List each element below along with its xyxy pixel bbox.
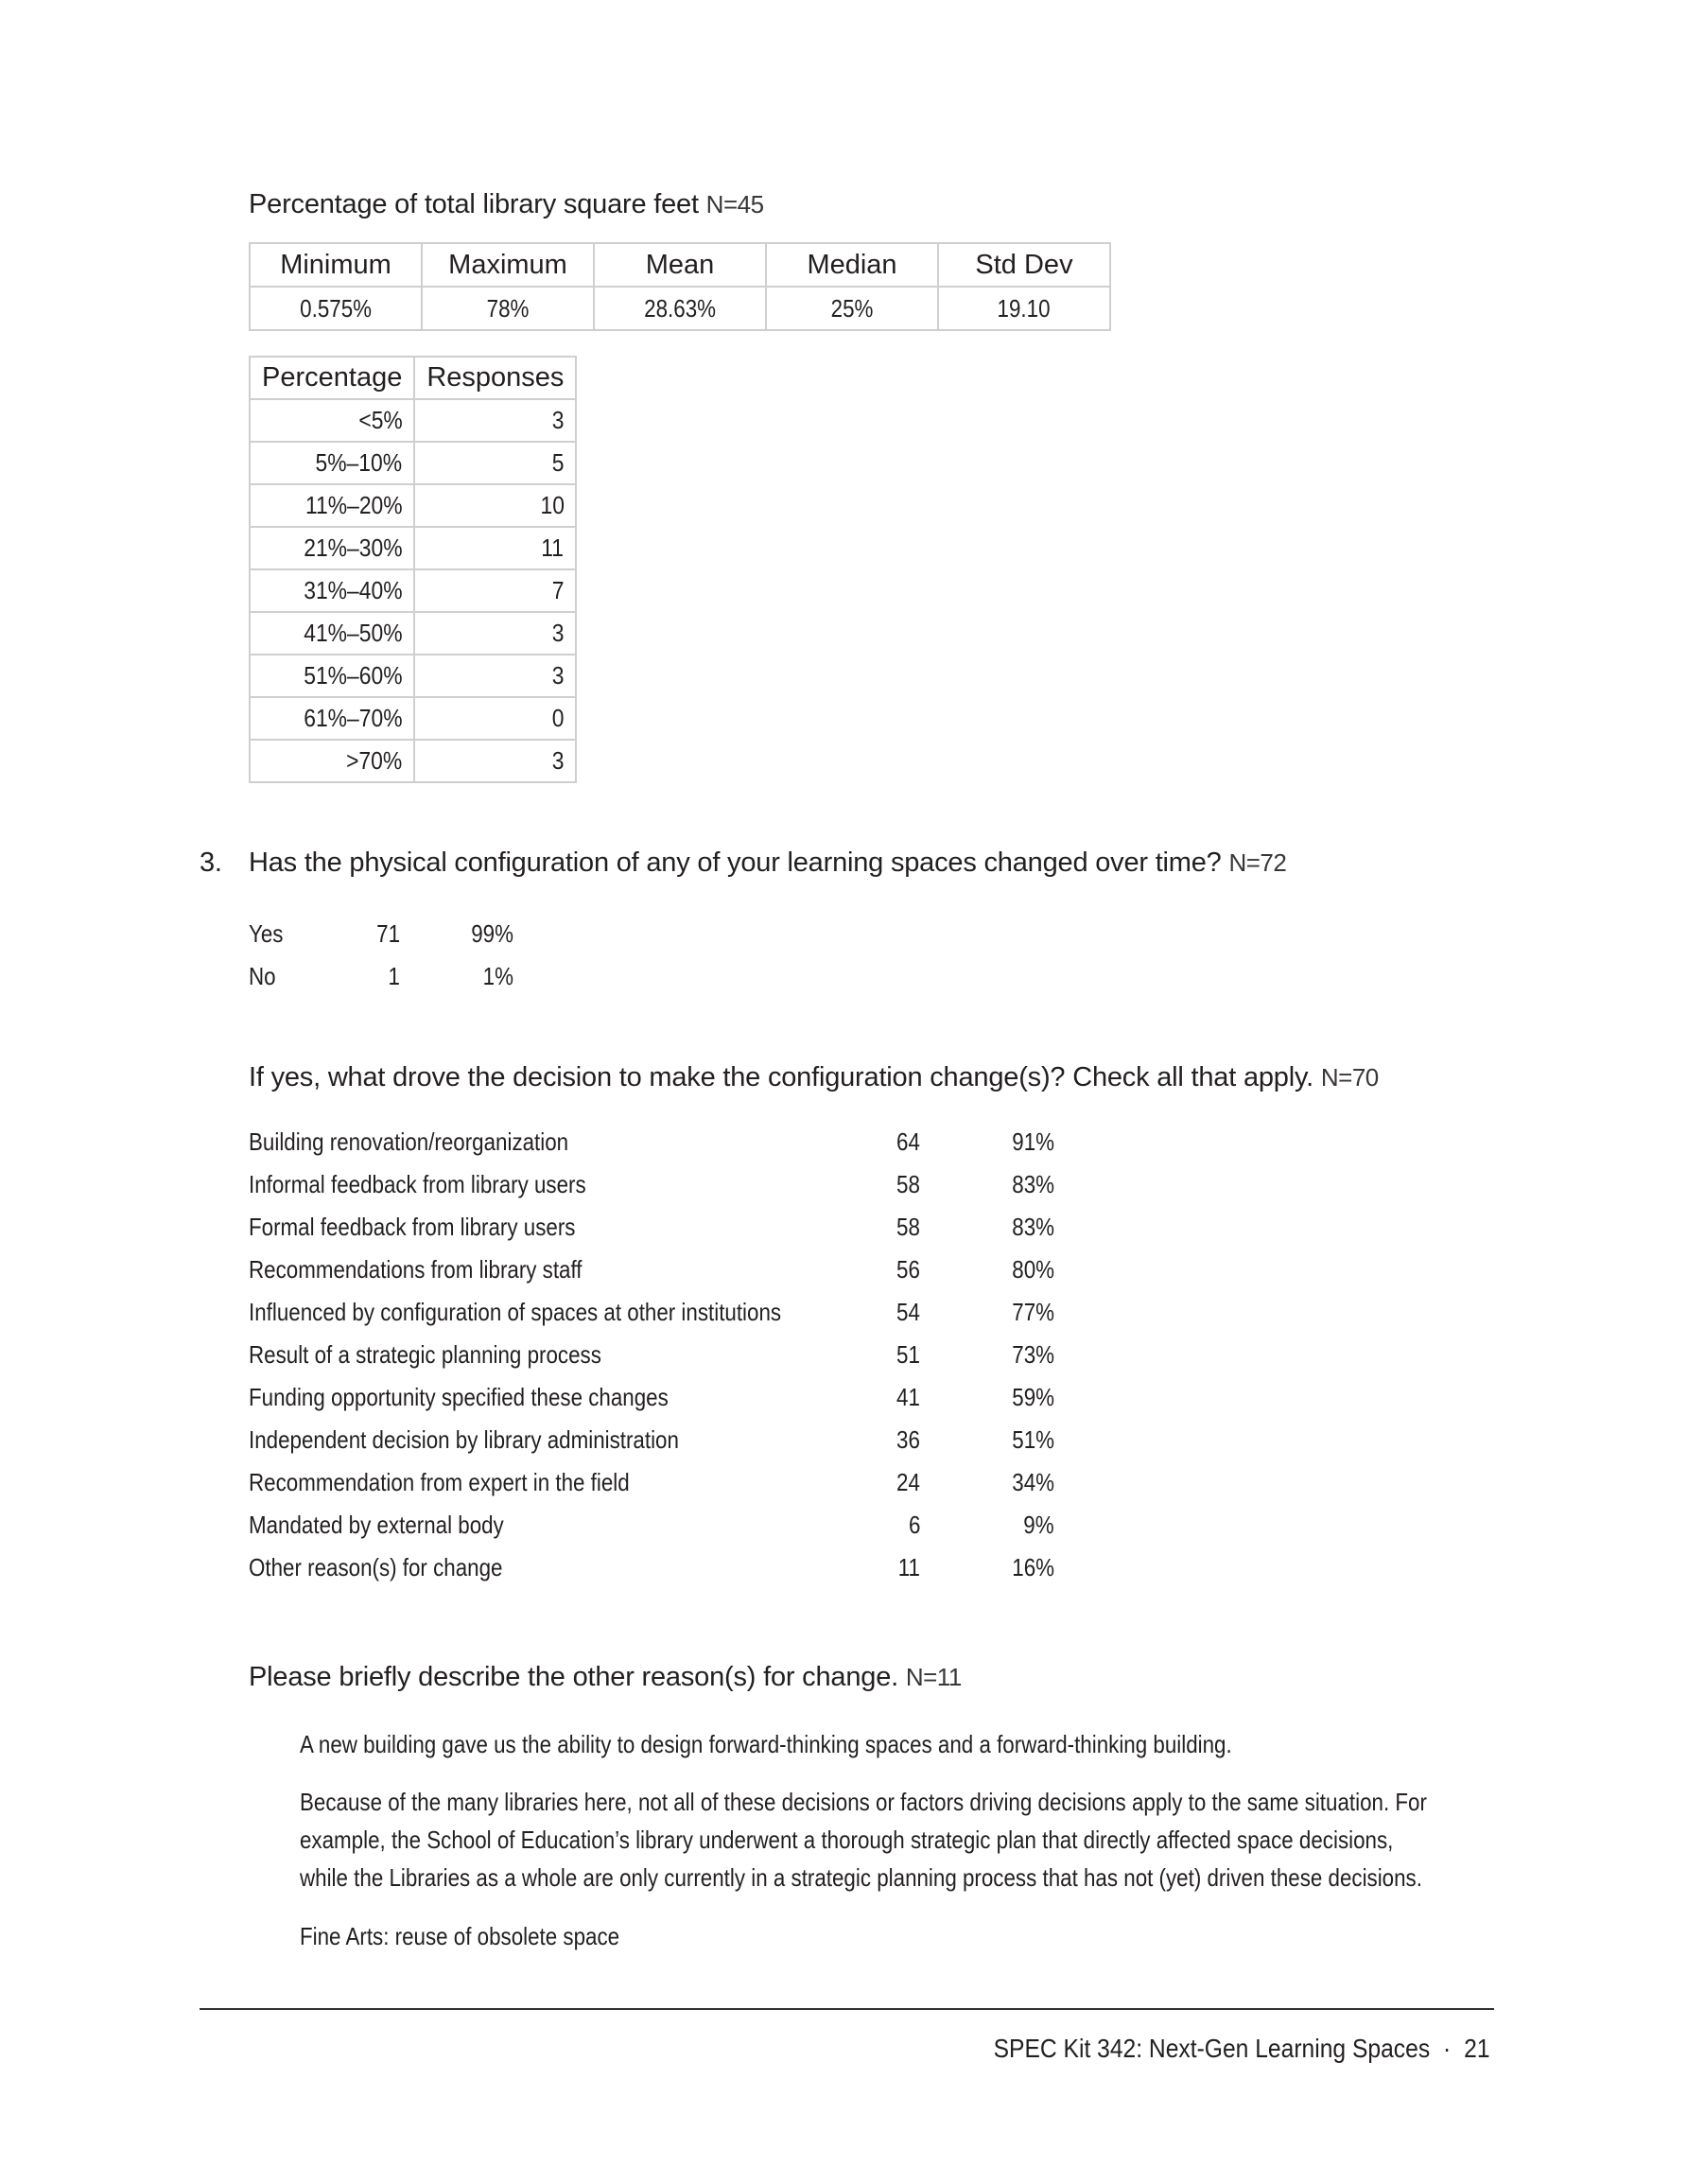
stats-value-stddev: [938, 287, 1110, 330]
dist-responses: [414, 740, 576, 782]
comment-text: Fine Arts: reuse of obsolete space: [300, 1922, 620, 1950]
dist-range: [250, 697, 414, 740]
followup-heading: [249, 1062, 1379, 1093]
dist-responses: [414, 527, 576, 569]
dist-header-row: [250, 357, 576, 399]
dist-responses-text: 0: [551, 704, 565, 732]
reason-count: 58: [896, 1213, 920, 1241]
list-item: [249, 1383, 1062, 1421]
reason-label: Recommendation from expert in the field: [249, 1468, 630, 1496]
dist-range-text: <5%: [357, 406, 403, 434]
reason-count: 41: [896, 1383, 920, 1411]
stats-header-minimum: Minimum: [250, 243, 422, 287]
reason-count: 54: [896, 1298, 920, 1326]
reason-percent: 77%: [1012, 1298, 1054, 1326]
footer-divider: [200, 2008, 1494, 2010]
footer-title: SPEC Kit 342: Next-Gen Learning Spaces: [994, 2034, 1431, 2063]
reason-count: 6: [908, 1511, 920, 1539]
stats-value-maximum-text: 78%: [486, 293, 530, 323]
reason-percent: 51%: [1012, 1425, 1054, 1454]
sqft-title: Percentage of total library square feet: [249, 189, 699, 219]
reason-percent: 83%: [1012, 1213, 1054, 1241]
followup-n-label: N=70: [1320, 1063, 1379, 1092]
reason-label: Formal feedback from library users: [249, 1213, 576, 1241]
stats-value-mean: [594, 287, 766, 330]
reason-label: Independent decision by library administration: [249, 1425, 679, 1454]
comment-line: example, the School of Education’s library underwent a thorough strategic plan that directly affected space decisions,: [300, 1826, 1394, 1854]
reason-label: Other reason(s) for change: [249, 1553, 503, 1581]
answer-percent: 1%: [482, 962, 513, 990]
dist-range: [250, 484, 414, 527]
stats-value-median: [766, 287, 938, 330]
comment-line: while the Libraries as a whole are only currently in a strategic planning process that has not (yet) driven these decisions.: [300, 1863, 1422, 1892]
reason-percent: 16%: [1012, 1553, 1054, 1581]
sqft-stats-table: [249, 242, 1111, 331]
sqft-distribution-table: [249, 356, 577, 783]
dist-range-text: 5%–10%: [315, 448, 403, 477]
table-row: [250, 442, 576, 484]
dist-range: [250, 612, 414, 655]
list-item: [249, 1213, 1062, 1250]
reason-label: Mandated by external body: [249, 1511, 504, 1539]
dist-range: [250, 399, 414, 442]
dist-responses: [414, 655, 576, 697]
reason-label: Funding opportunity specified these changes: [249, 1383, 669, 1411]
reason-count: 56: [896, 1255, 920, 1284]
stats-header-maximum: Maximum: [422, 243, 594, 287]
dist-responses: [414, 612, 576, 655]
stats-header-mean: Mean: [594, 243, 766, 287]
stats-header-median: Median: [766, 243, 938, 287]
reason-percent: 91%: [1012, 1127, 1054, 1156]
dist-responses: [414, 569, 576, 612]
stats-value-minimum: [250, 287, 422, 330]
reason-count: 11: [897, 1553, 920, 1581]
dist-responses-text: 3: [551, 661, 565, 690]
dist-responses-text: 5: [551, 448, 565, 477]
dist-range-text: >70%: [346, 746, 403, 775]
reason-percent: 34%: [1012, 1468, 1054, 1496]
stats-value-mean-text: 28.63%: [644, 293, 716, 323]
list-item: [249, 1127, 1062, 1165]
dist-range: [250, 655, 414, 697]
stats-value-maximum: [422, 287, 594, 330]
list-item: [249, 1298, 1062, 1336]
reason-label: Influenced by configuration of spaces at other institutions: [249, 1298, 782, 1326]
comment-1: [300, 1725, 1557, 1763]
answer-count: 71: [376, 919, 400, 948]
dist-range: [250, 740, 414, 782]
comment-2: [300, 1783, 1557, 1896]
reason-count: 58: [896, 1170, 920, 1198]
table-row: [250, 740, 576, 782]
table-row: [250, 399, 576, 442]
dist-range: [250, 442, 414, 484]
dist-range-text: 31%–40%: [304, 576, 403, 604]
dist-range: [250, 527, 414, 569]
list-item: [249, 1170, 1062, 1208]
dist-range: [250, 569, 414, 612]
list-item: [249, 1340, 1062, 1378]
followup-text: If yes, what drove the decision to make the configuration change(s)? Check all that apply.: [249, 1062, 1313, 1092]
dist-range-text: 21%–30%: [304, 533, 403, 562]
answer-count: 1: [388, 962, 400, 990]
comment-text: A new building gave us the ability to design forward-thinking spaces and a forward-thinking building.: [300, 1730, 1232, 1758]
reason-label: Informal feedback from library users: [249, 1170, 586, 1198]
table-row: [250, 697, 576, 740]
other-reasons-heading: [249, 1662, 962, 1693]
footer: [994, 2034, 1490, 2064]
dist-header-responses: Responses: [414, 357, 576, 399]
list-item: [249, 1553, 1062, 1591]
reason-count: 24: [896, 1468, 920, 1496]
stats-header-row: [250, 243, 1110, 287]
reason-percent: 80%: [1012, 1255, 1054, 1284]
dist-responses-text: 3: [551, 746, 565, 775]
table-row: [250, 484, 576, 527]
question-3-n-label: N=72: [1228, 848, 1287, 877]
question-3-number: 3.: [200, 847, 222, 878]
dist-responses: [414, 442, 576, 484]
table-row: [250, 612, 576, 655]
dist-range-text: 51%–60%: [304, 661, 403, 690]
dist-responses-text: 10: [539, 491, 565, 519]
reason-count: 64: [896, 1127, 920, 1156]
list-item: [249, 1255, 1062, 1293]
dist-responses-text: 3: [551, 619, 565, 647]
reason-percent: 59%: [1012, 1383, 1054, 1411]
table-row: [250, 655, 576, 697]
answer-label: No: [249, 962, 276, 990]
question-3-text: Has the physical configuration of any of your learning spaces changed over time?: [249, 847, 1222, 878]
stats-value-stddev-text: 19.10: [998, 293, 1051, 323]
reason-count: 36: [896, 1425, 920, 1454]
dist-range-text: 11%–20%: [304, 491, 403, 519]
stats-value-minimum-text: 0.575%: [300, 293, 372, 323]
dist-responses-text: 7: [551, 576, 565, 604]
dist-responses: [414, 697, 576, 740]
comment-3: [300, 1917, 1557, 1955]
stats-value-row: [250, 287, 1110, 330]
reason-label: Building renovation/reorganization: [249, 1127, 569, 1156]
other-reasons-n-label: N=11: [905, 1663, 962, 1691]
reason-percent: 83%: [1012, 1170, 1054, 1198]
list-item: [249, 1425, 1062, 1463]
reason-label: Recommendations from library staff: [249, 1255, 583, 1284]
sqft-n-label: N=45: [705, 190, 764, 218]
stats-header-stddev: Std Dev: [938, 243, 1110, 287]
dist-responses: [414, 484, 576, 527]
reason-percent: 73%: [1012, 1340, 1054, 1369]
dist-header-percentage: Percentage: [250, 357, 414, 399]
answer-percent: 99%: [471, 919, 513, 948]
dist-responses-text: 11: [541, 533, 565, 562]
stats-value-median-text: 25%: [830, 293, 874, 323]
dist-range-text: 61%–70%: [304, 704, 403, 732]
question-3-heading: [249, 847, 1286, 879]
dist-range-text: 41%–50%: [304, 619, 403, 647]
footer-separator: ·: [1443, 2034, 1452, 2063]
reason-label: Result of a strategic planning process: [249, 1340, 601, 1369]
table-row: [250, 527, 576, 569]
table-row: [250, 569, 576, 612]
answer-label: Yes: [249, 919, 284, 948]
reason-percent: 9%: [1023, 1511, 1054, 1539]
page-number: 21: [1464, 2034, 1490, 2063]
list-item: [249, 1511, 1062, 1548]
sqft-heading: [249, 189, 764, 220]
reason-count: 51: [896, 1340, 920, 1369]
dist-responses: [414, 399, 576, 442]
list-item: [249, 1468, 1062, 1506]
comment-line: Because of the many libraries here, not all of these decisions or factors driving decisions apply to the same situation. For: [300, 1788, 1427, 1816]
other-reasons-text: Please briefly describe the other reason(s) for change.: [249, 1662, 898, 1692]
dist-responses-text: 3: [551, 406, 565, 434]
